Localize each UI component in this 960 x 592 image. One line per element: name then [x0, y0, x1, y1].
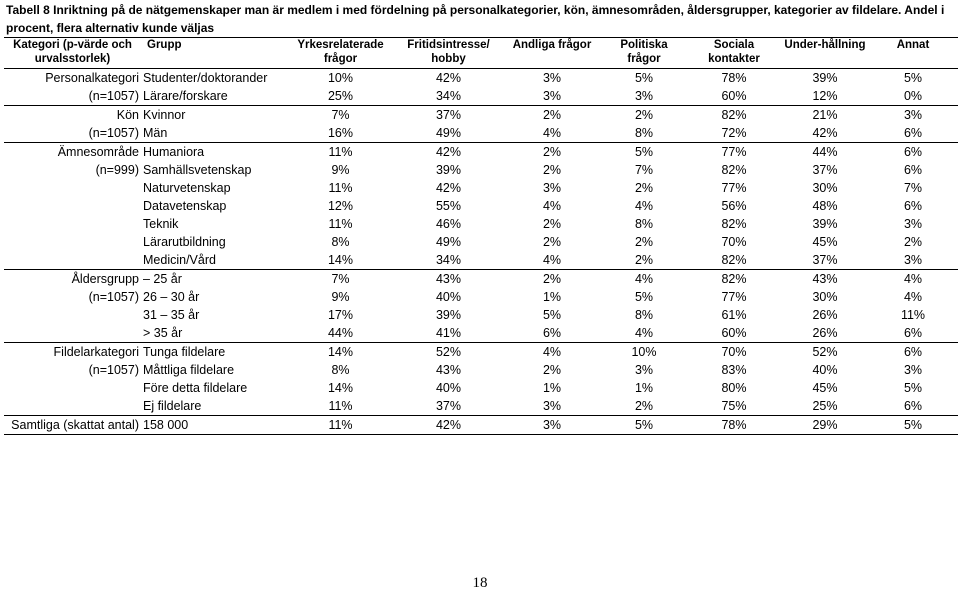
row-value: 52% — [782, 343, 868, 362]
table-row — [4, 397, 958, 416]
row-value: 25% — [327, 89, 354, 103]
row-value: 3% — [542, 71, 562, 85]
row-value: 40% — [812, 363, 838, 377]
row-value: 4% — [502, 343, 602, 362]
row-value: 39% — [435, 163, 462, 177]
row-value: 7% — [903, 181, 923, 195]
row-value: 5% — [634, 290, 654, 304]
row-value: 4% — [634, 199, 654, 213]
row-value: 2% — [542, 163, 562, 177]
row-value: 80% — [721, 381, 747, 395]
table-row — [4, 161, 958, 179]
row-value: 4% — [542, 199, 562, 213]
row-value: 6% — [903, 199, 923, 213]
row-category — [4, 306, 141, 324]
row-value: 3% — [868, 106, 958, 125]
row-value: 5% — [903, 71, 923, 85]
table-row — [4, 416, 958, 435]
row-value: 2% — [634, 253, 654, 267]
table-row — [4, 215, 958, 233]
row-group: Teknik — [143, 217, 179, 231]
row-category: (n=1057) — [88, 363, 139, 377]
row-value: 8% — [331, 363, 350, 377]
row-group: Lärare/forskare — [143, 89, 228, 103]
row-value: 42% — [435, 71, 462, 85]
row-group: – 25 år — [141, 270, 286, 289]
row-category — [4, 324, 141, 343]
row-value: 5% — [602, 416, 686, 435]
row-value: 45% — [812, 381, 838, 395]
row-value: 8% — [331, 235, 350, 249]
row-value: 4% — [903, 290, 923, 304]
row-value: 2% — [542, 217, 562, 231]
row-value: 82% — [721, 217, 747, 231]
row-value: 45% — [812, 235, 838, 249]
row-group: Tunga fildelare — [141, 343, 286, 362]
header-sociala: Sociala kontakter — [686, 38, 782, 69]
row-value: 6% — [903, 326, 923, 340]
row-value: 1% — [634, 381, 654, 395]
row-value: 44% — [782, 143, 868, 162]
row-value: 75% — [721, 399, 747, 413]
row-value: 2% — [903, 235, 923, 249]
row-value: 2% — [542, 235, 562, 249]
row-value: 42% — [812, 126, 838, 140]
row-value: 7% — [286, 106, 395, 125]
table-row — [4, 324, 958, 343]
row-value: 11% — [328, 399, 353, 413]
row-value: 4% — [542, 126, 562, 140]
row-value: 7% — [634, 163, 654, 177]
row-value: 78% — [686, 416, 782, 435]
table-row — [4, 288, 958, 306]
row-value: 82% — [686, 106, 782, 125]
row-value: 82% — [721, 253, 747, 267]
row-group: 31 – 35 år — [143, 308, 200, 322]
row-value: 3% — [903, 253, 923, 267]
header-yrkesrelaterade: Yrkesrelaterade frågor — [286, 38, 395, 69]
row-value: 5% — [868, 416, 958, 435]
row-group: Måttliga fildelare — [143, 363, 235, 377]
row-category: Ämnesområde — [4, 143, 141, 162]
row-value: 77% — [686, 143, 782, 162]
header-annat: Annat — [868, 38, 958, 69]
row-value: 10% — [602, 343, 686, 362]
row-value: 83% — [721, 363, 747, 377]
row-value: 2% — [502, 270, 602, 289]
row-group: > 35 år — [143, 326, 183, 340]
row-value: 41% — [435, 326, 462, 340]
row-value: 6% — [903, 163, 923, 177]
table-row — [4, 143, 958, 162]
row-value: 5% — [634, 71, 654, 85]
table-body — [4, 69, 958, 435]
row-group: Ej fildelare — [143, 399, 202, 413]
row-value: 82% — [686, 270, 782, 289]
row-value: 4% — [602, 270, 686, 289]
row-value: 43% — [435, 363, 462, 377]
row-value: 46% — [435, 217, 462, 231]
row-value: 6% — [903, 126, 923, 140]
table-row — [4, 69, 958, 88]
row-value: 37% — [395, 106, 502, 125]
row-value: 4% — [542, 253, 562, 267]
row-value: 4% — [868, 270, 958, 289]
row-category — [4, 233, 141, 251]
row-category: Samtliga (skattat antal) — [4, 416, 141, 435]
row-value: 8% — [634, 126, 654, 140]
row-value: 9% — [331, 290, 350, 304]
row-value: 17% — [327, 308, 354, 322]
row-value: 49% — [435, 235, 462, 249]
row-value: 44% — [327, 326, 354, 340]
table-row — [4, 197, 958, 215]
row-value: 39% — [812, 71, 838, 85]
row-value: 9% — [331, 163, 350, 177]
row-value: 1% — [542, 290, 562, 304]
table-row — [4, 361, 958, 379]
row-category — [4, 197, 141, 215]
row-value: 82% — [721, 163, 747, 177]
header-kategori: Kategori (p-värde och urvalsstorlek) — [4, 38, 141, 69]
row-category: Personalkategori — [45, 71, 139, 85]
row-value: 5% — [602, 143, 686, 162]
row-value: 52% — [395, 343, 502, 362]
row-value: 1% — [542, 381, 562, 395]
table-row — [4, 106, 958, 125]
row-value: 3% — [502, 416, 602, 435]
table-row — [4, 179, 958, 197]
row-value: 61% — [721, 308, 747, 322]
row-value: 6% — [868, 343, 958, 362]
row-value: 2% — [634, 181, 654, 195]
row-value: 70% — [721, 235, 747, 249]
row-value: 3% — [634, 363, 654, 377]
header-grupp: Grupp — [141, 38, 286, 69]
row-category: (n=1057) — [88, 126, 139, 140]
row-value: 34% — [435, 89, 462, 103]
row-category — [4, 251, 141, 270]
table-caption: Tabell 8 Inriktning på de nätgemenskaper man är medlem i med fördelning på personalkategorier, kön, ämnesområden, åldersgrupper, kategorier av fildelare. Andel i procent, flera alternativ kunde väljas — [6, 3, 945, 35]
table-row — [4, 306, 958, 324]
row-group: Datavetenskap — [143, 199, 227, 213]
row-value: 77% — [721, 290, 747, 304]
row-group: Studenter/doktorander — [143, 71, 268, 85]
header-politiska: Politiska frågor — [602, 38, 686, 69]
header-andliga: Andliga frågor — [502, 38, 602, 69]
row-value: 8% — [634, 308, 654, 322]
row-value: 3% — [542, 89, 562, 103]
row-value: 40% — [435, 290, 462, 304]
row-value: 43% — [395, 270, 502, 289]
row-group: 26 – 30 år — [143, 290, 200, 304]
row-value: 78% — [721, 71, 747, 85]
row-group: Naturvetenskap — [143, 181, 231, 195]
row-value: 14% — [327, 381, 354, 395]
table-row — [4, 379, 958, 397]
table-row — [4, 251, 958, 270]
row-value: 30% — [812, 181, 838, 195]
header-row — [4, 38, 958, 69]
row-value: 2% — [502, 106, 602, 125]
row-value: 14% — [286, 343, 395, 362]
row-value: 3% — [542, 399, 562, 413]
row-value: 11% — [286, 143, 395, 162]
table-row — [4, 270, 958, 289]
row-group: Lärarutbildning — [143, 235, 226, 249]
row-value: 5% — [542, 308, 562, 322]
row-value: 21% — [782, 106, 868, 125]
row-value: 25% — [812, 399, 838, 413]
row-value: 29% — [782, 416, 868, 435]
row-value: 39% — [435, 308, 462, 322]
row-value: 10% — [327, 71, 354, 85]
row-value: 42% — [395, 416, 502, 435]
row-value: 30% — [812, 290, 838, 304]
row-category: (n=1057) — [88, 89, 139, 103]
row-category — [4, 379, 141, 397]
row-value: 14% — [327, 253, 354, 267]
row-value: 11% — [900, 308, 926, 322]
row-category: Åldersgrupp — [4, 270, 141, 289]
row-value: 0% — [903, 89, 923, 103]
row-group: Medicin/Vård — [143, 253, 216, 267]
row-value: 2% — [602, 106, 686, 125]
row-value: 43% — [782, 270, 868, 289]
row-group: Kvinnor — [141, 106, 286, 125]
row-group: Humaniora — [141, 143, 286, 162]
row-value: 34% — [435, 253, 462, 267]
row-category: (n=1057) — [88, 290, 139, 304]
table-row — [4, 233, 958, 251]
row-value: 37% — [435, 399, 462, 413]
row-category — [4, 215, 141, 233]
row-group: Samhällsvetenskap — [143, 163, 252, 177]
row-value: 12% — [327, 199, 354, 213]
row-value: 11% — [328, 217, 353, 231]
row-category — [4, 179, 141, 197]
row-value: 11% — [286, 416, 395, 435]
row-value: 3% — [903, 217, 923, 231]
row-value: 37% — [812, 253, 838, 267]
header-underhallning: Under-hållning — [782, 38, 868, 69]
row-category: Kön — [4, 106, 141, 125]
row-value: 56% — [721, 199, 747, 213]
row-value: 3% — [903, 363, 923, 377]
row-value: 4% — [634, 326, 654, 340]
row-value: 8% — [634, 217, 654, 231]
row-value: 2% — [502, 143, 602, 162]
row-value: 6% — [868, 143, 958, 162]
row-value: 2% — [634, 399, 654, 413]
row-value: 7% — [286, 270, 395, 289]
page-number: 18 — [472, 575, 488, 591]
row-value: 40% — [435, 381, 462, 395]
row-value: 5% — [903, 381, 923, 395]
row-value: 2% — [542, 363, 562, 377]
row-value: 26% — [812, 308, 838, 322]
row-group: 158 000 — [141, 416, 286, 435]
row-value: 2% — [634, 235, 654, 249]
row-value: 11% — [328, 181, 353, 195]
table-row — [4, 343, 958, 362]
row-value: 55% — [435, 199, 462, 213]
row-value: 3% — [542, 181, 562, 195]
row-value: 39% — [812, 217, 838, 231]
row-value: 48% — [812, 199, 838, 213]
row-category — [4, 397, 141, 416]
row-value: 72% — [721, 126, 747, 140]
row-group: Män — [143, 126, 168, 140]
row-value: 60% — [721, 89, 747, 103]
row-value: 70% — [686, 343, 782, 362]
row-value: 42% — [395, 143, 502, 162]
row-value: 42% — [435, 181, 462, 195]
row-value: 6% — [903, 399, 923, 413]
row-value: 12% — [812, 89, 838, 103]
row-value: 77% — [721, 181, 747, 195]
table-row — [4, 124, 958, 143]
row-value: 49% — [435, 126, 462, 140]
row-value: 3% — [634, 89, 654, 103]
row-group: Före detta fildelare — [143, 381, 248, 395]
table-row — [4, 87, 958, 106]
row-category: (n=999) — [95, 163, 139, 177]
results-table — [4, 37, 958, 435]
row-value: 26% — [812, 326, 838, 340]
row-value: 37% — [812, 163, 838, 177]
header-fritidsintresse: Fritidsintresse/ hobby — [395, 38, 502, 69]
row-value: 6% — [542, 326, 562, 340]
row-value: 16% — [327, 126, 354, 140]
row-value: 60% — [721, 326, 747, 340]
row-category: Fildelarkategori — [4, 343, 141, 362]
